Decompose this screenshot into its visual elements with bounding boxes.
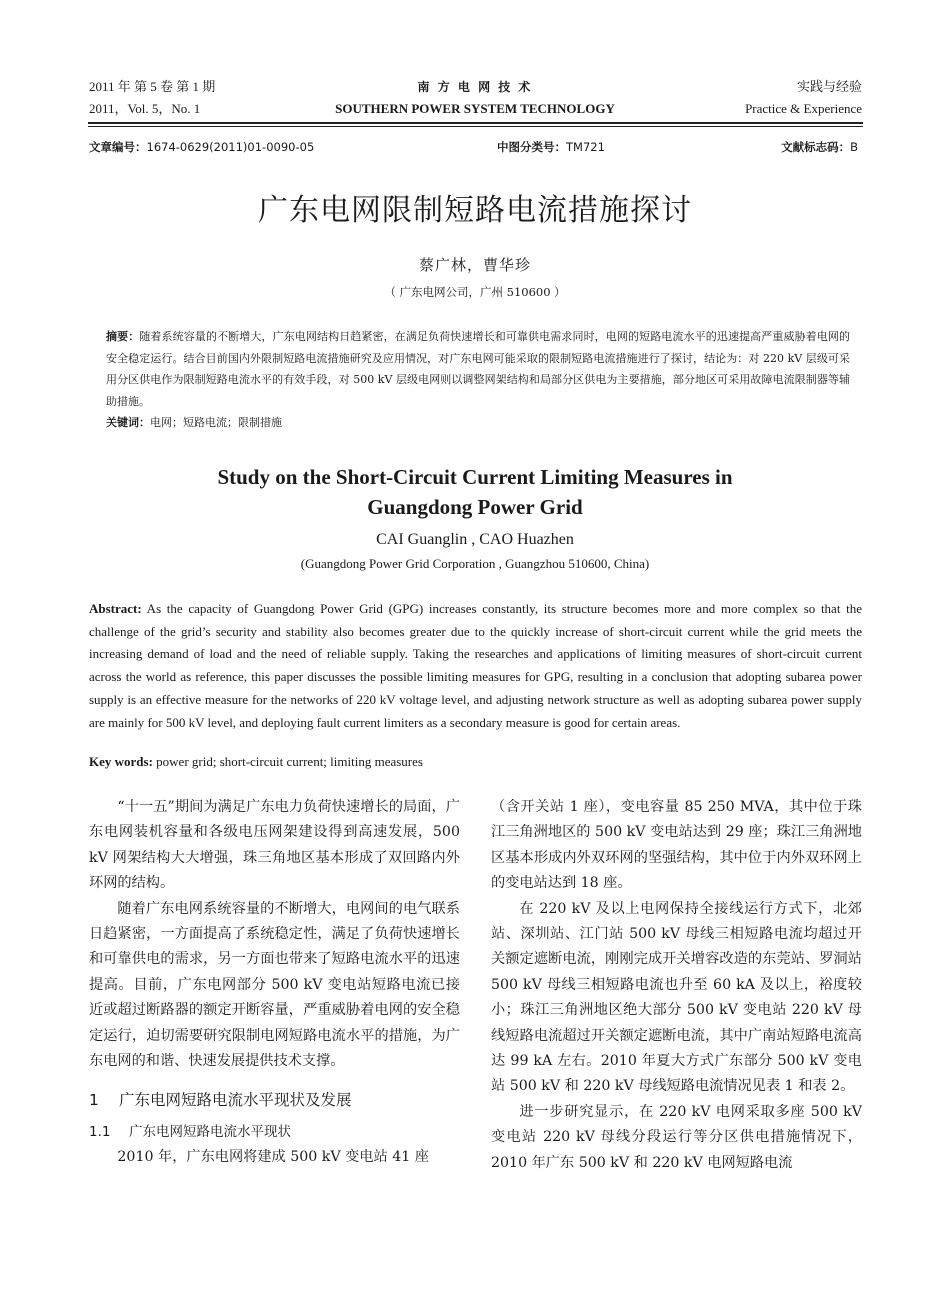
section-heading-1-1-title: 广东电网短路电流水平现状 (129, 1123, 291, 1140)
document-code-value: B (850, 140, 858, 154)
journal-name-en: SOUTHERN POWER SYSTEM TECHNOLOGY (335, 101, 615, 116)
authors-en: CAI Guanglin , CAO Huazhen (376, 531, 574, 548)
section-heading-1-title: 广东电网短路电流水平现状及发展 (119, 1091, 352, 1110)
header-rule-thin (88, 126, 863, 127)
paper-title-en (0, 462, 950, 522)
body-paragraph: “十一五”期间为满足广东电力负荷快速增长的局面，广东电网装机容量和各级电压网架建设得到高速发展，500 kV 网架结构大大增强，珠三角地区基本形成了双回路内外环网的结构。 (89, 799, 460, 892)
body-paragraph: 在 220 kV 及以上电网保持全接线运行方式下，北郊站、深圳站、江门站 500 kV 母线三相短路电流均超过开关额定遮断电流，刚刚完成开关增容改造的东莞站、罗洞站 500 kV 母线三相短路电流也升至 60 kA 及以上，裕度较小；珠江三角洲地区绝大部分 500 kV 变电站 220 kV 母线短路电流超过开关额定遮断电流，其中广南站短路电流高达 99 kA 左右。2010 年夏大方式广东部分 500 kV 变电站 500 kV 和 220 kV 母线短路电流情况见表 1 和表 2。 (491, 900, 862, 1095)
section-name-zh: 实践与经验 (796, 79, 862, 94)
keywords-en-text: power grid; short-circuit current; limiting measures (152, 754, 423, 769)
document-code-label: 文献标志码： (781, 140, 851, 154)
clc-number (497, 139, 605, 155)
abstract-zh-text: 随着系统容量的不断增大，广东电网结构日趋紧密，在满足负荷快速增长和可靠供电需求同时，电网的短路电流水平的迅速提高严重威胁着电网的安全稳定运行。结合目前国内外限制短路电流措施研究及应用情况，对广东电网可能采取的限制短路电流措施进行了探讨，结论为：对 220 kV 层级可采用分区供电作为限制短路电流水平的有效手段，对 500 kV 层级电网则以调整网架结构和局部分区供电为主要措施，部分地区可采用故障电流限制器等辅助措施。 (106, 330, 851, 408)
section-heading-1-1 (89, 1120, 460, 1145)
document-code (781, 139, 858, 155)
keywords-zh-label: 关键词： (106, 416, 150, 429)
header-rule-thick (88, 122, 863, 124)
keywords-en (89, 754, 862, 770)
abstract-en-text: As the capacity of Guangdong Power Grid (GPG) increases constantly, its structure becomes more and more complex so that the challenge of the grid’s security and stability also becomes greater due to the quickly increase of short-circuit current while the grid meets the increasing demand of load and the need of reliable supply. Taking the researches and applications of limiting measures of short-circuit current across the world as reference, this paper discusses the possible limiting measures for GPG, resulting in a conclusion that adopting subarea power supply is an effective measure for the networks of 220 kV voltage level, and adjusting network structure as well as adopting subarea power supply are mainly for 500 kV level, and deploying fault current limiters as a secondary measure is good for certain areas. (89, 601, 862, 730)
abstract-zh-label: 摘要： (106, 330, 140, 343)
article-number-value: 1674-0629(2011)01-0090-05 (146, 140, 315, 154)
section-heading-1 (89, 1088, 460, 1113)
section-name-en: Practice & Experience (745, 101, 862, 116)
authors-zh: 蔡广林，曹华珍 (418, 256, 531, 274)
clc-number-value: TM721 (566, 140, 605, 154)
clc-number-label: 中图分类号： (497, 140, 566, 154)
body-paragraph: 进一步研究显示，在 220 kV 电网采取多座 500 kV 变电站 220 kV 母线分段运行等分区供电措施情况下，2010 年广东 500 kV 和 220 kV 电网短路电流 (491, 1103, 862, 1171)
body-paragraph: 2010 年，广东电网将建成 500 kV 变电站 41 座 (117, 1149, 429, 1166)
section-heading-1-1-number: 1.1 (89, 1123, 111, 1140)
keywords-en-label: Key words: (89, 754, 153, 769)
keywords-zh-text: 电网；短路电流；限制措施 (150, 416, 282, 429)
body-left-column (89, 795, 460, 1171)
section-heading-1-number: 1 (89, 1091, 99, 1110)
article-number-label: 文章编号： (89, 140, 147, 154)
article-number (89, 139, 314, 155)
affiliation-zh: （ 广东电网公司，广州 510600 ） (384, 285, 566, 299)
body-paragraph: （含开关站 1 座），变电容量 85 250 MVA，其中位于珠江三角洲地区的 500 kV 变电站达到 29 座；珠江三角洲地区基本形成内外双环网的坚强结构，其中位于内外双环网上的变电站达到 18 座。 (491, 799, 862, 892)
paper-title-en-line1: Study on the Short-Circuit Current Limiting Measures in (217, 465, 733, 489)
abstract-zh (106, 326, 850, 434)
abstract-en-label: Abstract: (89, 601, 142, 616)
body-right-column (491, 795, 862, 1176)
journal-name-zh: 南 方 电 网 技 术 (417, 80, 533, 94)
paper-title-zh: 广东电网限制短路电流措施探讨 (258, 193, 692, 228)
affiliation-en: (Guangdong Power Grid Corporation , Guangzhou 510600, China) (300, 556, 650, 571)
journal-issue-en: 2011，Vol. 5，No. 1 (89, 101, 201, 116)
journal-issue-zh: 2011 年 第 5 卷 第 1 期 (89, 79, 216, 94)
abstract-en (89, 598, 862, 734)
paper-title-en-line2: Guangdong Power Grid (367, 495, 583, 519)
body-paragraph: 随着广东电网系统容量的不断增大，电网间的电气联系日趋紧密，一方面提高了系统稳定性，满足了负荷快速增长和可靠供电的需求，另一方面也带来了短路电流水平的迅速提高。目前，广东电网部分 500 kV 变电站短路电流已接近或超过断路器的额定开断容量，严重威胁着电网的安全稳定运行，迫切需要研究限制电网短路电流水平的措施，为广东电网的和谐、快速发展提供技术支撑。 (89, 900, 460, 1070)
